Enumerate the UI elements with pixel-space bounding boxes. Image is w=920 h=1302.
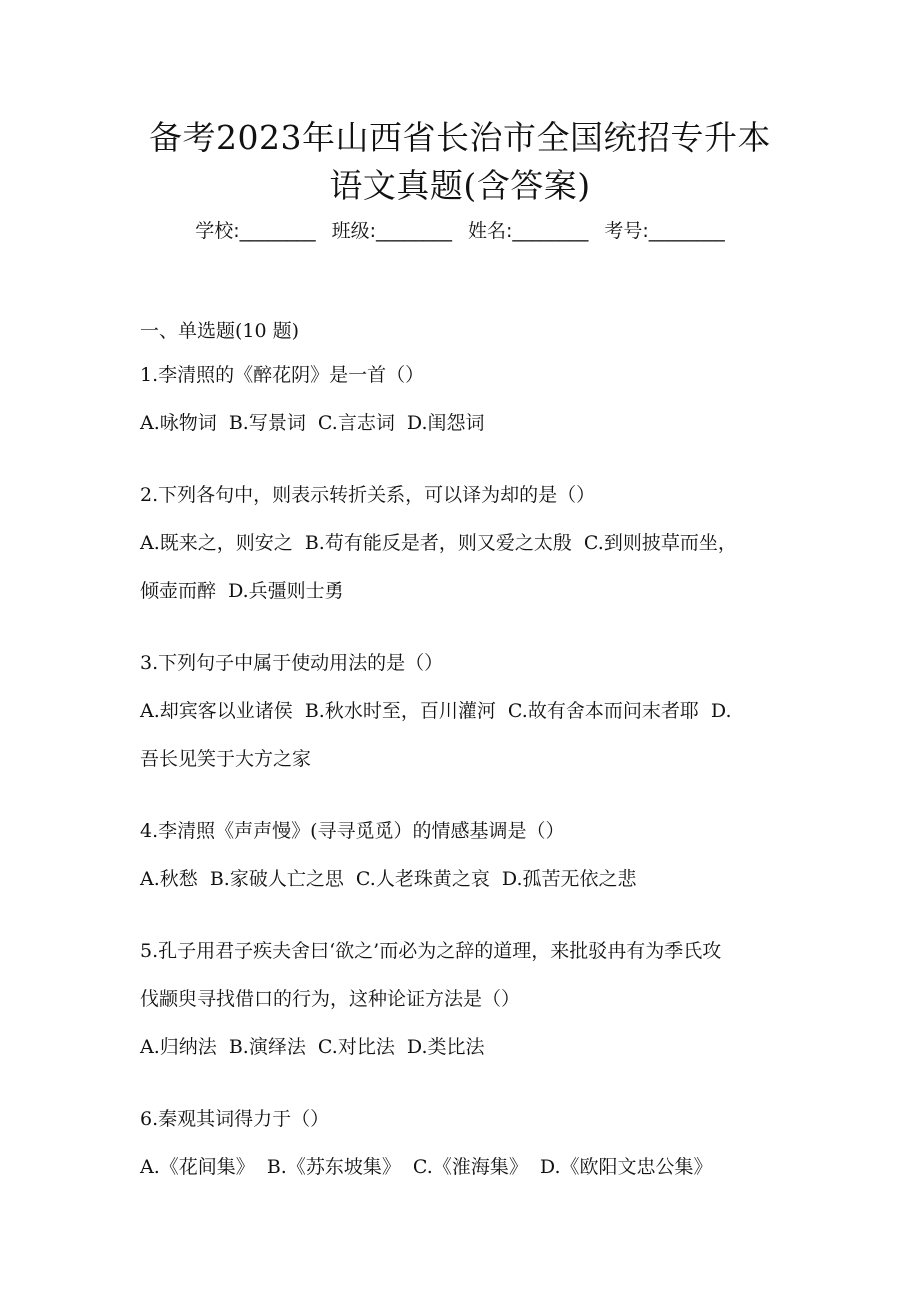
question-3-options-line2: 吾长见笑于大方之家 [140, 748, 312, 770]
exam-number-field: 考号:________ [604, 220, 725, 242]
question-6-options: A.《花间集》 B.《苏东坡集》 C.《淮海集》 D.《欧阳文忠公集》 [140, 1156, 713, 1178]
question-1-options: A.咏物词 B.写景词 C.言志词 D.闺怨词 [140, 412, 485, 434]
question-1-stem: 1.李清照的《醉花阴》是一首（） [140, 364, 425, 386]
page-title-line1: 备考2023年山西省长治市全国统招专升本 [149, 118, 771, 157]
question-2-stem: 2.下列各句中，则表示转折关系，可以译为却的是（） [140, 484, 596, 506]
question-5-options: A.归纳法 B.演绎法 C.对比法 D.类比法 [140, 1036, 485, 1058]
question-6-stem: 6.秦观其词得力于（） [140, 1108, 330, 1130]
question-2-options-line2: 倾壶而醉 D.兵彊则士勇 [140, 580, 344, 602]
question-3-options-line1: A.却宾客以业诸侯 B.秋水时至，百川灌河 C.故有舍本而问末者耶 D. [140, 700, 732, 722]
question-3-stem: 3.下列句子中属于使动用法的是（） [140, 652, 444, 674]
question-4-options: A.秋愁 B.家破人亡之思 C.人老珠黄之哀 D.孤苦无依之悲 [140, 868, 637, 890]
section-heading: 一、单选题(10 题) [140, 320, 300, 342]
question-5-stem-line1: 5.孔子用君子疾夫舍曰‘欲之’而必为之辞的道理，来批驳冉有为季氏攻 [140, 940, 722, 962]
question-4-stem: 4.李清照《声声慢》(寻寻觅觅）的情感基调是（） [140, 820, 565, 842]
name-field: 姓名:________ [468, 220, 589, 242]
student-info-row [0, 218, 920, 244]
question-2-options-line1: A.既来之，则安之 B.苟有能反是者，则又爱之太殷 C.到则披草而坐， [140, 532, 737, 554]
page-title-line2: 语文真题(含答案) [329, 166, 591, 205]
class-field: 班级:________ [331, 220, 452, 242]
school-field: 学校:________ [195, 220, 316, 242]
question-5-stem-line2: 伐颛臾寻找借口的行为，这种论证方法是（） [140, 988, 521, 1010]
